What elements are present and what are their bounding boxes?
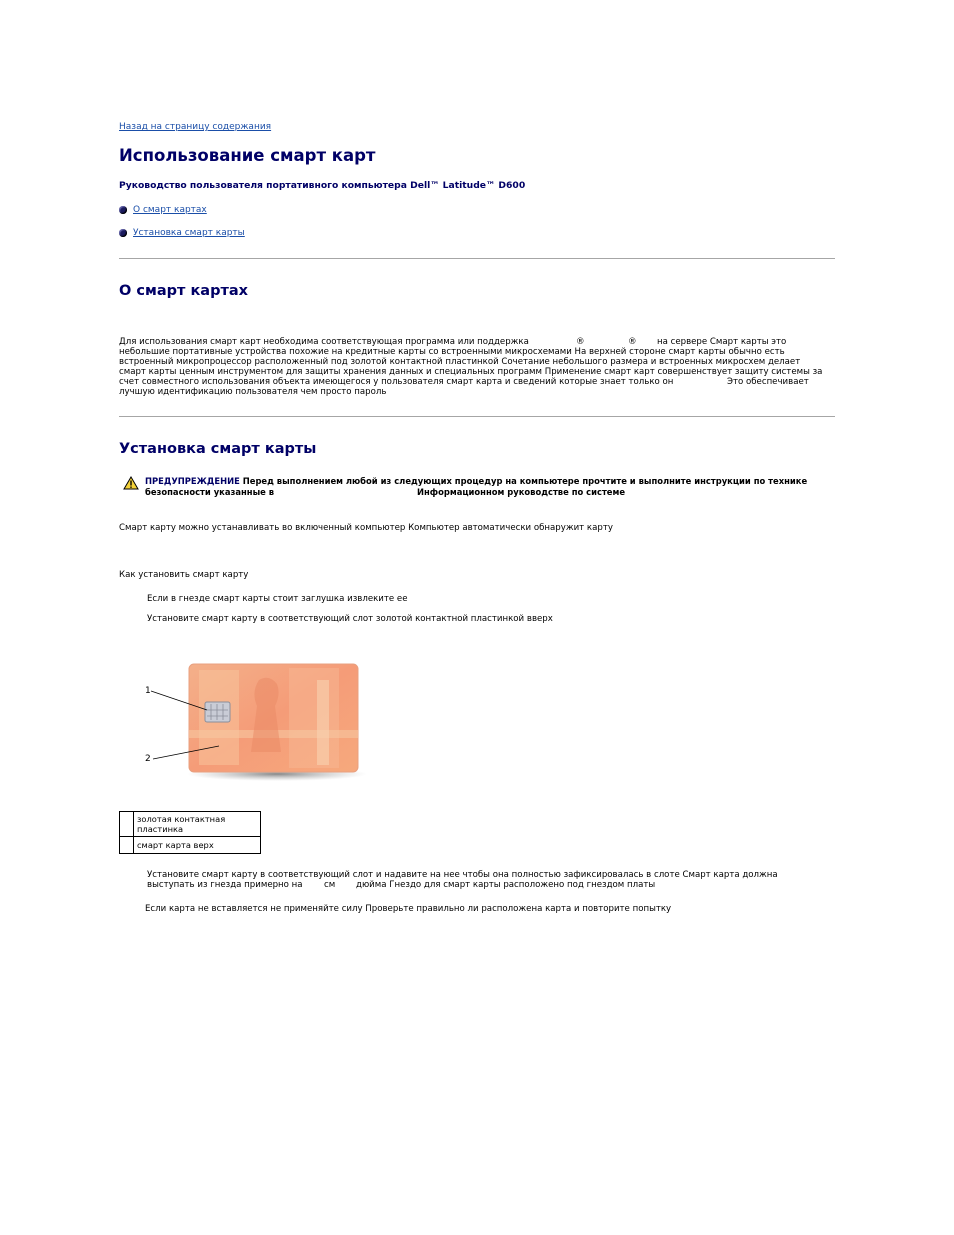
para-line: небольшие портативные устройства похожие на кредитные карты со встроенными микросхемами На верхней стороне смарт карты обычно есть <box>119 347 785 357</box>
about-paragraph <box>119 337 835 397</box>
step-3-line-1: Установите смарт карту в соответствующий слот и надавите на нее чтобы она полностью зафиксировалась в слоте Смарт карта должна <box>147 870 778 880</box>
step-3-line-2-end: дюйма Гнездо для смарт карты расположено под гнездом платы <box>356 880 656 890</box>
divider <box>119 416 835 417</box>
registered-mark: ® <box>628 337 637 347</box>
step-2: Установите смарт карту в соответствующий слот золотой контактной пластинкой вверх <box>147 614 553 624</box>
howto-heading: Как установить смарт карту <box>119 570 249 580</box>
callout-table <box>119 811 261 854</box>
callout-number-1: 1 <box>145 686 151 696</box>
divider <box>119 258 835 259</box>
warning-notice <box>145 476 835 497</box>
toc-link-about[interactable]: О смарт картах <box>133 205 207 215</box>
note-text: Если карта не вставляется не применяйте силу Проверьте правильно ли расположена карта и повторите попытку <box>145 904 672 914</box>
back-to-contents-link[interactable]: Назад на страницу содержания <box>119 122 272 132</box>
warning-label: ПРЕДУПРЕЖДЕНИЕ <box>145 476 240 486</box>
para-line: встроенный микропроцессор расположенный под золотой контактной пластинкой Сочетание небольшого размера и встроенных микросхем делает <box>119 357 801 367</box>
callout-number-2: 2 <box>145 754 151 764</box>
step-3-line-2: выступать из гнезда примерно на см дюйма Гнездо для смарт карты расположено под гнездом платы <box>147 880 656 890</box>
callout-cell-num <box>120 837 134 854</box>
para-line-end: на сервере Смарт карты это <box>657 337 787 347</box>
warning-text: безопасности указанные в <box>145 486 275 497</box>
unit-cm: см <box>324 880 336 890</box>
bullet-icon <box>119 229 127 237</box>
callout-cell-text: золотая контактная пластинка <box>134 812 261 837</box>
toc-item-install[interactable] <box>119 228 245 238</box>
table-row <box>120 837 261 854</box>
page-title: Использование смарт карт <box>119 146 376 165</box>
toc-link-install[interactable]: Установка смарт карты <box>133 228 245 238</box>
gold-contact-chip <box>205 702 230 722</box>
warning-text: Перед выполнением любой из следующих процедур на компьютере прочтите и выполните инструкции по технике <box>242 476 808 486</box>
warning-guide-name: Информационном руководстве по системе <box>417 486 626 497</box>
table-row <box>120 812 261 837</box>
callout-cell-num <box>120 812 134 837</box>
toc-item-about[interactable] <box>119 205 207 215</box>
page-subtitle: Руководство пользователя портативного компьютера Dell™ Latitude™ D600 <box>119 180 526 191</box>
registered-mark: ® <box>576 337 585 347</box>
para-line: лучшую идентификацию пользователя чем просто пароль <box>119 387 387 397</box>
para-line: Для использования смарт карт необходима соответствующая программа или поддержка ® ® на сервере Смарт карты это <box>119 337 787 347</box>
step-1: Если в гнезде смарт карты стоит заглушка извлеките ее <box>147 594 408 604</box>
para-line: счет совместного использования объекта имеющегося у пользователя смарт карта и сведений которые знает только он Это обеспечивает <box>119 377 809 387</box>
section-heading-install: Установка смарт карты <box>119 441 317 457</box>
para-line-end: Это обеспечивает <box>727 377 809 387</box>
bullet-icon <box>119 206 127 214</box>
para-line: смарт карты ценным инструментом для защиты хранения данных и специальных программ Применение смарт карт совершенствует защиту системы за <box>119 367 823 377</box>
section-heading-about: О смарт картах <box>119 283 248 299</box>
warning-icon <box>123 476 139 490</box>
install-intro: Смарт карту можно устанавливать во включенный компьютер Компьютер автоматически обнаружит карту <box>119 523 613 533</box>
callout-cell-text: смарт карта верх <box>134 837 261 854</box>
smart-card-figure <box>139 660 389 785</box>
